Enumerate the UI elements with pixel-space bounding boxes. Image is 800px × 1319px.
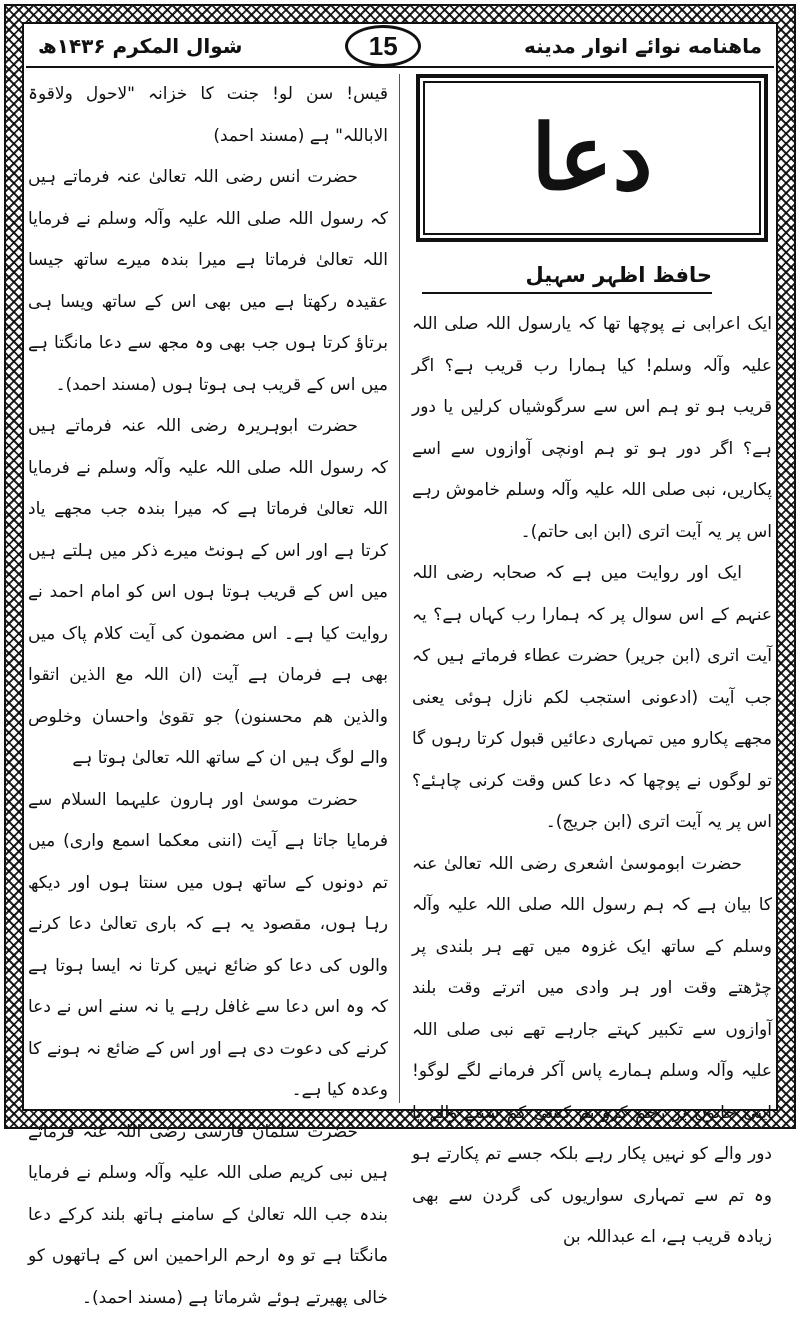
paragraph: حضرت ابوہریرہ رضی اللہ عنہ فرماتے ہیں کہ رسول اللہ صلی اللہ علیہ وآلہ وسلم نے فرمایا اللہ تعالیٰ فرماتا ہے کہ میرا بندہ جب مجھے یاد کرتا ہے اور اس کے ہونٹ میرے ذکر میں ہلتے ہیں میں اس کے قریب ہوتا ہوں اس کو امام احمد نے روایت کیا ہے۔ اس مضمون کی آیت کلام پاک میں بھی ہے فرمان ہے آیت (ان اللہ مع الذین اتقوا والذین ھم محسنون) جو تقویٰ واحسان وخلوص والے لوگ ہیں ان کے ساتھ اللہ تعالیٰ ہوتا ہے [28,406,388,780]
paragraph: حضرت انس رضی اللہ تعالیٰ عنہ فرماتے ہیں کہ رسول اللہ صلی اللہ علیہ وآلہ وسلم نے فرمایا اللہ تعالیٰ فرماتا ہے میرا بندہ میرے ساتھ جیسا عقیدہ رکھتا ہے میں بھی اس کے ساتھ ویسا ہی برتاؤ کرتا ہوں جب بھی وہ مجھ سے دعا مانگتا ہے میں اس کے قریب ہی ہوتا ہوں (مسند احمد)۔ [28,157,388,406]
paragraph: قیس! سن لو! جنت کا خزانہ "لاحول ولاقوۃ الاباللہ" ہے (مسند احمد) [28,74,388,157]
paragraph: حضرت موسیٰ اور ہارون علیہما السلام سے فرمایا جاتا ہے آیت (اننی معکما اسمع واری) میں تم دونوں کے ساتھ ہوں میں سنتا ہوں اور دیکھ رہا ہوں، مقصود یہ ہے کہ باری تعالیٰ دعا کرنے والوں کی دعا کو ضائع نہیں کرتا نہ ایسا ہوتا ہے کہ وہ اس دعا سے غافل رہے یا نہ سنے اس نے دعا کرنے کی دعوت دی ہے اور اس کے ضائع نہ ہونے کا وعدہ کیا ہے۔ [28,780,388,1112]
author-name: حافظ اظہر سہیل [526,255,713,297]
paragraph: ایک اور روایت میں ہے کہ صحابہ رضی اللہ عنہم کے اس سوال پر کہ ہمارا رب کہاں ہے؟ یہ آیت اتری (ابن جریر) حضرت عطاء فرماتے ہیں کہ جب آیت (ادعونی استجب لکم نازل ہوئی یعنی مجھے پکارو میں تمہاری دعائیں قبول کرتا رہوں گا تو لوگوں نے پوچھا کہ دعا کس وقت کرنی چاہئے؟ اس پر یہ آیت اتری (ابن جریج)۔ [412,553,772,844]
paragraph: ایک اعرابی نے پوچھا تھا کہ یارسول اللہ صلی اللہ علیہ وآلہ وسلم! کیا ہمارا رب قریب ہے؟ اگر قریب ہو تو ہم اس سے سرگوشیاں کرلیں یا دور ہے؟ اگر دور ہو تو ہم اونچی آوازوں سے اسے پکاریں، نبی صلی اللہ علیہ وآلہ وسلم خاموش رہے اس پر یہ آیت اتری (ابن ابی حاتم)۔ [412,304,772,553]
left-column [28,74,388,1103]
paragraph: حضرت سلمان فارسی رضی اللہ عنہ فرماتے ہیں نبی کریم صلی اللہ علیہ وآلہ وسلم نے فرمایا بندہ جب اللہ تعالیٰ کے سامنے ہاتھ بلند کرکے دعا مانگتا ہے تو وہ ارحم الراحمین اس کے ہاتھوں کو خالی پھیرتے ہوئے شرماتا ہے (مسند احمد)۔ [28,1112,388,1319]
author-underline [422,292,712,294]
title-box [416,74,768,242]
issue-date: شوال المکرم ۱۴۳۶ھ [26,34,254,58]
article-title: دعا [531,113,652,203]
author-row [412,248,772,304]
right-column [412,74,772,1103]
column-divider [399,74,400,1103]
paragraph: حضرت ابوموسیٰ اشعری رضی اللہ تعالیٰ عنہ کا بیان ہے کہ ہم رسول اللہ صلی اللہ علیہ وآلہ وسلم کے ساتھ ایک غزوہ میں تھے ہر بلندی پر چڑھتے وقت اور ہر وادی میں اترتے وقت بلند آوازوں سے تکبیر کہتے جارہے تھے نبی صلی اللہ علیہ وآلہ وسلم ہمارے پاس آکر فرمانے لگے لوگو! اپنی جانوں پر رحم کرو تم کسی کم سننے والے یا دور والے کو نہیں پکار رہے بلکہ جسے تم پکارتے ہو وہ تم سے تمہاری سواریوں کی گردن سے بھی زیادہ قریب ہے، اے عبداللہ بن [412,844,772,1259]
magazine-name: ماهنامه نوائے انوار مدینه [512,34,774,58]
page-number: 15 [345,25,421,67]
page-header [26,26,774,68]
